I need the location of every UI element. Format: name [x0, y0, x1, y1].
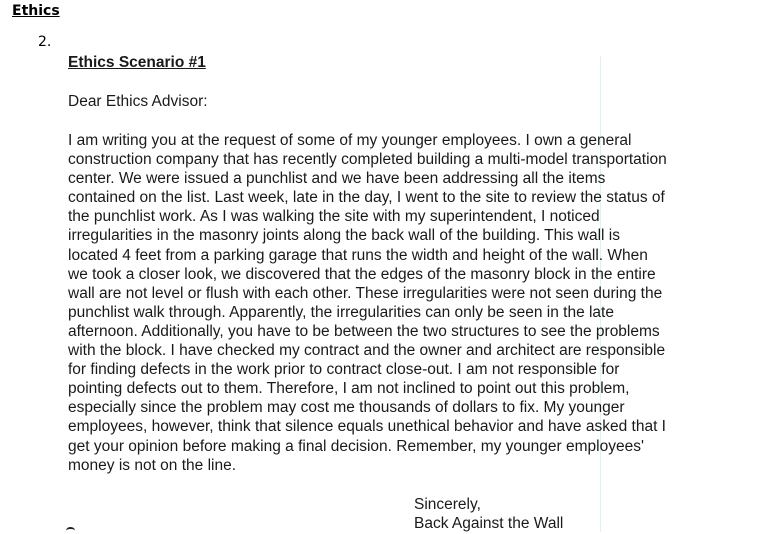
letter-line: center. We were issued a punchlist and we have been addressing all the items: [68, 170, 606, 188]
list-item-number: 2.: [38, 34, 52, 50]
scan-artifact-mark: [66, 527, 75, 534]
letter-line: I am writing you at the request of some of my younger employees. I own a general: [68, 132, 632, 149]
letter-line: money is not on the line.: [68, 456, 237, 474]
letter-body: [68, 131, 728, 475]
letter-line: afternoon. Additionally, you have to be between the two structures to see the problems: [68, 322, 660, 340]
letter-line: we took a closer look, we discovered that the edges of the masonry block in the entire: [68, 265, 656, 283]
letter-line: with the block. I have checked my contract and the owner and architect are responsible: [68, 342, 666, 360]
letter-line: the punchlist work. As I was walking the site with my superintendent, I noticed: [68, 208, 600, 226]
letter-line: punchlist walk through. Apparently, the irregularities can only be seen in the late: [68, 303, 614, 321]
scenario-title: Ethics Scenario #1: [68, 54, 206, 71]
closing-word: Sincerely,: [414, 496, 481, 513]
letter-line: irregularities in the masonry joints along the back wall of the building. This wall is: [68, 227, 620, 245]
letter-line: employees, however, think that silence equals unethical behavior and have asked that I: [68, 418, 666, 436]
letter-line: for finding defects in the work prior to contract close-out. I am not responsible for: [68, 361, 620, 379]
letter-salutation: Dear Ethics Advisor:: [68, 93, 208, 110]
section-heading: Ethics: [12, 3, 60, 19]
letter-line: pointing defects out to them. Therefore, I am not inclined to point out this problem,: [68, 380, 630, 398]
letter-line: contained on the list. Last week, late in the day, I went to the site to review the status of: [68, 189, 665, 207]
letter-line: get your opinion before making a final decision. Remember, my younger employees': [68, 437, 644, 455]
signature: Back Against the Wall: [414, 515, 564, 532]
letter-closing: [414, 495, 563, 533]
letter-line: especially since the problem may cost me thousands of dollars to fix. My younger: [68, 399, 625, 417]
letter-line: located 4 feet from a parking garage that runs the width and height of the wall. When: [68, 246, 648, 264]
letter-line: construction company that has recently completed building a multi-model transportation: [68, 151, 667, 169]
letter-line: wall are not level or flush with each other. These irregularities were not seen during the: [68, 284, 663, 302]
